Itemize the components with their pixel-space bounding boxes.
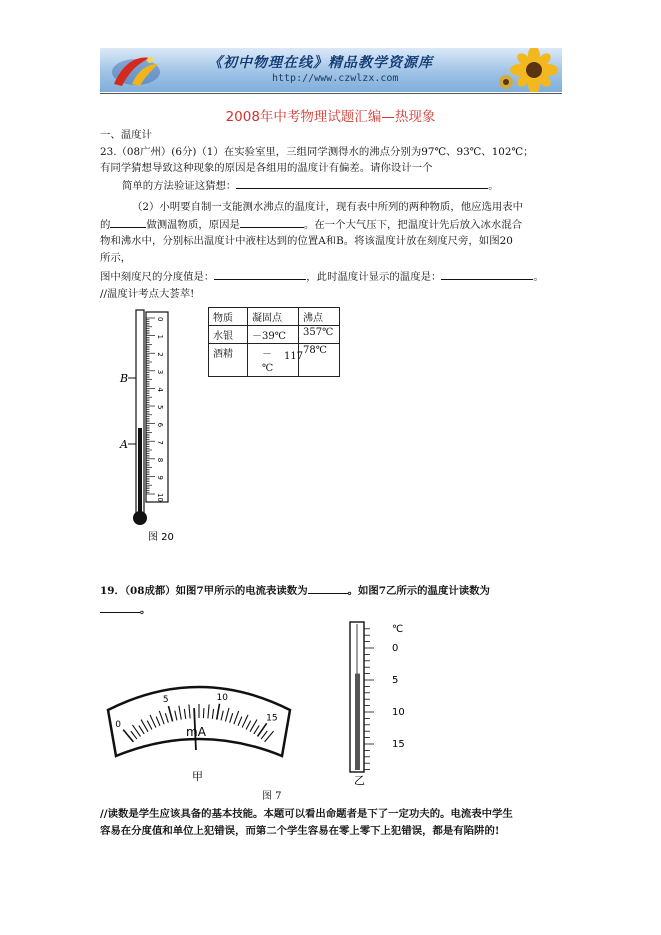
q23-line7: 所示， <box>100 252 132 264</box>
ammeter-figure <box>104 670 294 785</box>
banner-url[interactable]: http://www.czwlzx.com <box>272 73 399 84</box>
table-cell: 78℃ <box>299 344 340 377</box>
ammeter-scale-label: 0 <box>115 720 122 731</box>
ammeter-scale-label: 5 <box>162 695 169 706</box>
answer-blank[interactable] <box>110 216 146 228</box>
ruler-tick-label: 10 <box>156 493 164 502</box>
q19-comment-1: //读数是学生应该具备的基本技能。本题可以看出命题者是下了一定功夫的。电流表中学生 <box>100 808 513 820</box>
table-row <box>209 308 340 326</box>
ruler-tick-label: 1 <box>156 334 164 340</box>
q23-line3-end: 。 <box>488 180 499 192</box>
figure-20-caption: 图 20 <box>148 532 174 543</box>
logo-icon <box>106 50 164 90</box>
q23-line8-c: 。 <box>533 271 544 283</box>
table-cell: －39℃ <box>248 326 299 344</box>
q23-line5-b: 做测温物质，原因是 <box>146 219 240 231</box>
properties-table <box>208 307 340 377</box>
thermometer-scale-label: 0 <box>392 643 399 654</box>
thermometer-liquid <box>355 674 360 770</box>
thermometer-scale-label: 15 <box>392 739 405 750</box>
ruler-tick-label: 9 <box>156 475 164 480</box>
q23-line8 <box>100 268 544 285</box>
ruler-tick-label: 2 <box>156 352 164 357</box>
thermometer-labels <box>392 643 405 750</box>
q23-line3 <box>122 177 499 194</box>
table-cell: 水银 <box>209 326 248 344</box>
q23-line1: 23.（08广州）(6分)（1）在实验室里，三组同学测得水的沸点分别为97℃、93℃、102℃； <box>100 146 534 158</box>
thermometer-ticks <box>364 629 374 770</box>
q19-line2-end: 。 <box>140 604 151 616</box>
label-yi: 乙 <box>354 774 365 787</box>
cell-minus: － <box>262 349 272 360</box>
q23-line5-a: 的 <box>100 219 111 231</box>
table-cell <box>248 344 304 377</box>
q19-text-a: 19．（08成都）如图7甲所示的电流表读数为 <box>100 585 308 597</box>
q19-line1 <box>100 582 490 599</box>
table-cell: 酒精 <box>209 344 248 377</box>
ruler-tick-label: 7 <box>156 440 164 445</box>
answer-blank[interactable] <box>308 582 348 594</box>
page-title: 2008年中考物理试题汇编—热现象 <box>225 109 436 125</box>
thermometer-bulb <box>133 511 147 525</box>
answer-blank[interactable] <box>441 268 533 280</box>
cell-value: 117 <box>284 351 304 362</box>
banner-title: 《初中物理在线》精品教学资源库 <box>208 55 433 71</box>
table-row <box>209 326 340 344</box>
thermometer-liquid <box>138 428 142 518</box>
section-heading: 一、温度计 <box>100 129 152 141</box>
ruler-tick-label: 6 <box>156 422 164 428</box>
thermometer-unit: ℃ <box>392 624 404 635</box>
q19-line2 <box>100 601 150 618</box>
ruler-tick-label: 4 <box>156 387 164 392</box>
ammeter-unit: mA <box>186 725 206 739</box>
label-b: B <box>120 372 129 385</box>
ammeter-scale-label: 15 <box>266 713 278 724</box>
q23-line5-c: 。在一个大气压下，把温度计先后放入冰水混合 <box>303 219 523 231</box>
label-a: A <box>120 438 128 451</box>
table-row <box>209 344 340 377</box>
q19-comment-2: 容易在分度值和单位上犯错误，而第二个学生容易在零上零下上犯错误，都是有陷阱的! <box>100 825 500 837</box>
table-cell: 沸点 <box>299 308 340 326</box>
table-cell: 凝固点 <box>248 308 299 326</box>
q23-line3-text: 简单的方法验证这猜想： <box>122 180 237 192</box>
q23-line4: （2）小明要自制一支能测水沸点的温度计，现有表中所列的两种物质，他应选用表中 <box>132 201 524 213</box>
answer-blank[interactable] <box>214 268 306 280</box>
label-jia: 甲 <box>192 770 203 783</box>
answer-blank[interactable] <box>240 216 304 228</box>
figure-7-caption: 图 7 <box>262 791 282 802</box>
thermometer-scale-label: 5 <box>392 675 399 686</box>
cell-unit: ℃ <box>262 363 274 374</box>
table-cell: 357℃ <box>299 326 340 344</box>
ruler-tick-label: 0 <box>156 317 164 322</box>
answer-blank[interactable] <box>236 177 488 189</box>
thermometer-figure <box>340 620 420 790</box>
sunflower-icon <box>490 48 562 92</box>
thermometer-scale-label: 10 <box>392 707 405 718</box>
ruler-tick-label: 8 <box>156 457 164 463</box>
ruler-tick-label: 3 <box>156 369 164 375</box>
header-banner <box>100 48 562 92</box>
q23-line8-b: ，此时温度计显示的温度是： <box>306 271 442 283</box>
q23-line5 <box>100 216 522 233</box>
ammeter-body <box>108 687 290 756</box>
q23-line8-a: 图中刻度尺的分度值是： <box>100 271 215 283</box>
answer-blank[interactable] <box>100 601 140 613</box>
q19-text-b: 。如图7乙所示的温度计读数为 <box>347 585 490 597</box>
q23-line2: 有同学猜想导致这种现象的原因是各组用的温度计有偏差。请你设计一个 <box>100 162 433 174</box>
q23-line6: 物和沸水中，分别标出温度计中液柱达到的位置A和B。将该温度计放在刻度尺旁，如图20 <box>100 235 513 247</box>
header-rule <box>100 93 562 94</box>
table-cell: 物质 <box>209 308 248 326</box>
ruler-tick-label: 5 <box>156 405 164 410</box>
q23-comment: //温度计考点大荟萃! <box>100 288 195 300</box>
figure-20 <box>110 308 200 548</box>
ammeter-scale-label: 10 <box>216 692 228 703</box>
